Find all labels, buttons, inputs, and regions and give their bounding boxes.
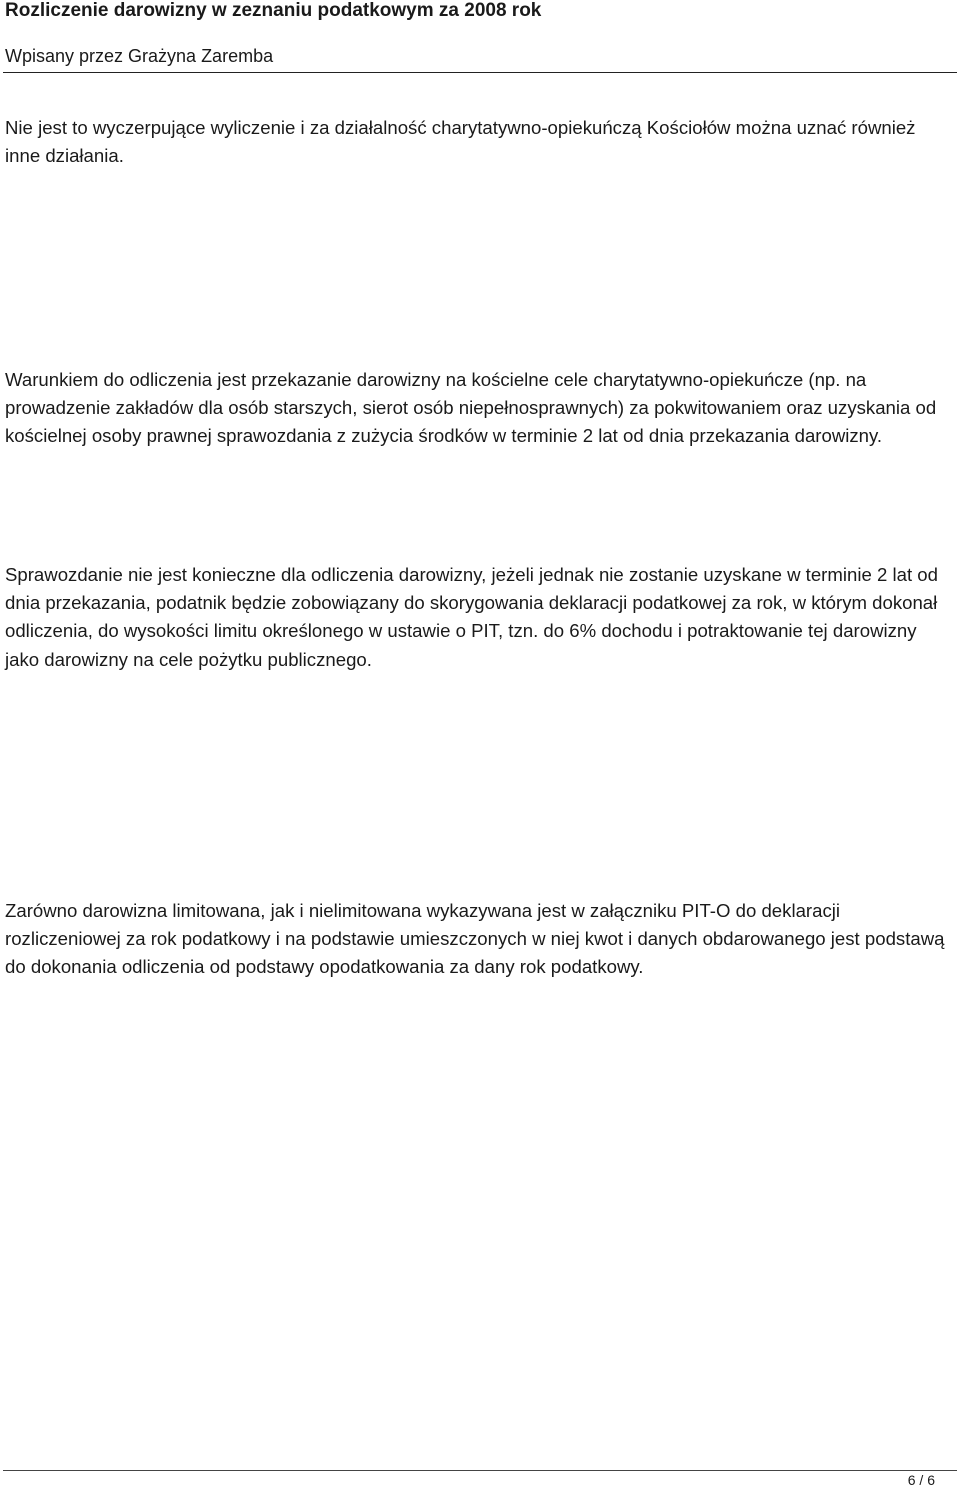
- header-divider: [3, 72, 957, 73]
- footer-divider: [3, 1470, 957, 1471]
- document-title: Rozliczenie darowizny w zeznaniu podatkowym za 2008 rok: [5, 0, 542, 21]
- page-number: 6 / 6: [907, 1472, 935, 1488]
- paragraph-1: Nie jest to wyczerpujące wyliczenie i za działalność charytatywno-opiekuńczą Kościołów można uznać również inne działania.: [5, 117, 916, 167]
- paragraph-2: Warunkiem do odliczenia jest przekazanie darowizny na kościelne cele charytatywno-opiekuńcze (np. na prowadzenie zakładów dla osób starszych, sierot osób niepełnosprawnych) za pokwitowaniem oraz uzyskania od kościelnej osoby prawnej sprawozdania z zużycia środków w terminie 2 lat od dnia przekazania darowizny.: [5, 369, 937, 447]
- paragraph-3: Sprawozdanie nie jest konieczne dla odliczenia darowizny, jeżeli jednak nie zostanie uzyskane w terminie 2 lat od dnia przekazania, podatnik będzie zobowiązany do skorygowania deklaracji podatkowej za rok, w którym dokonał odliczenia, do wysokości limitu określonego w ustawie o PIT, tzn. do 6% dochodu i potraktowanie tej darowizny jako darowizny na cele pożytku publicznego.: [5, 564, 938, 670]
- document-author: Wpisany przez Grażyna Zaremba: [5, 46, 274, 66]
- paragraph-4: Zarówno darowizna limitowana, jak i nielimitowana wykazywana jest w załączniku PIT-O do deklaracji rozliczeniowej za rok podatkowy i na podstawie umieszczonych w niej kwot i danych obdarowanego jest podstawą do dokonania odliczenia od podstawy opodatkowania za dany rok podatkowy.: [5, 900, 945, 978]
